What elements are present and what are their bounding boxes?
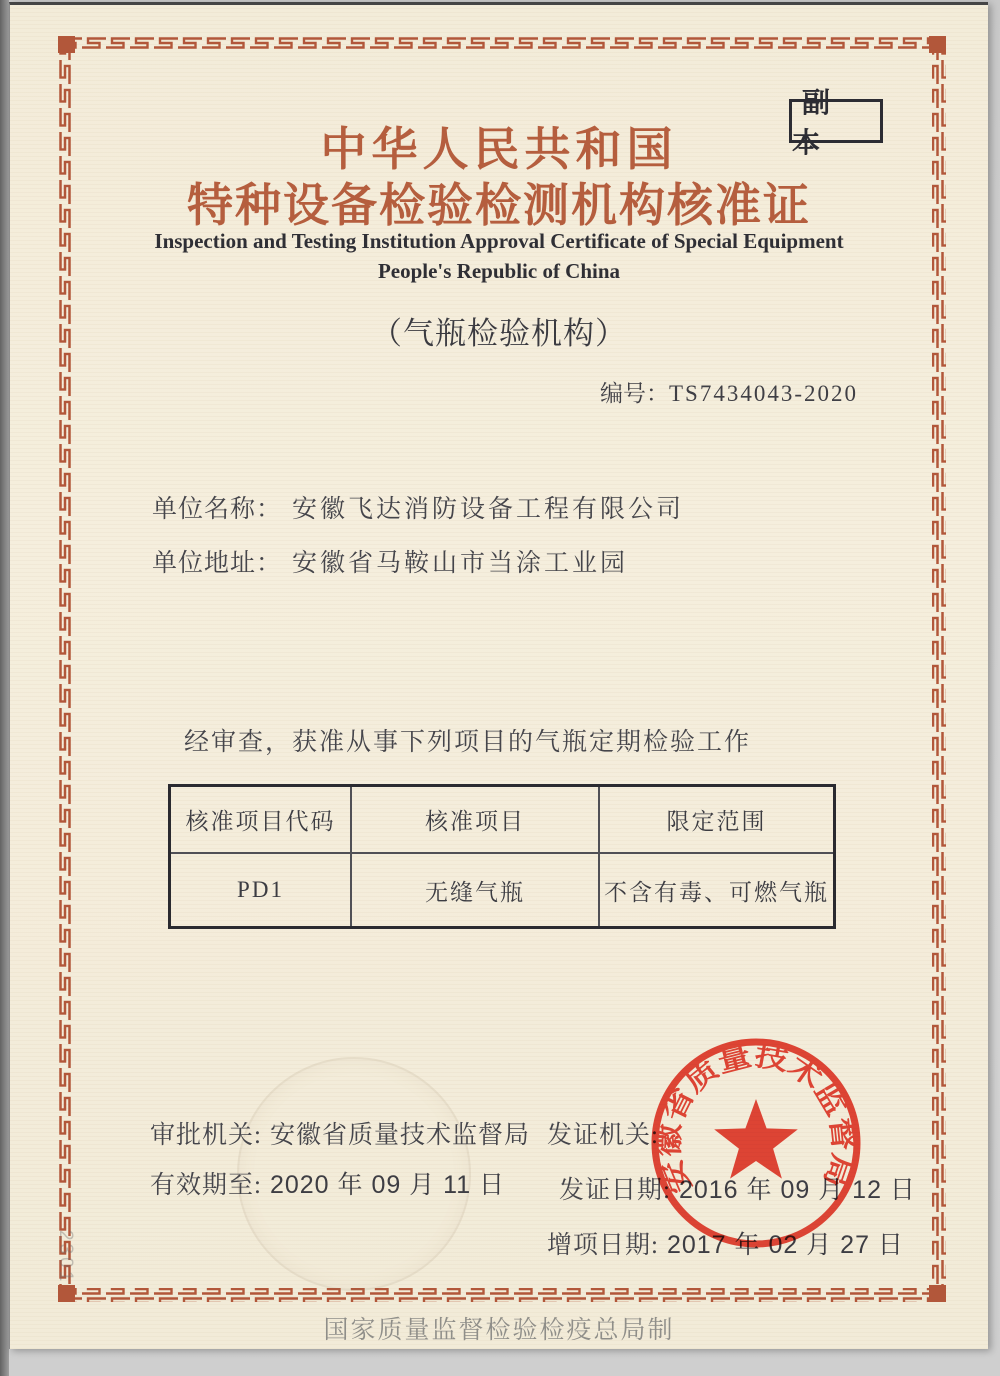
approved-items-table [168, 784, 836, 929]
approval-authority-value: 安徽省质量技术监督局 [269, 1122, 530, 1149]
seal-text: 安徽省质量技术监督局 [654, 1040, 858, 1198]
table-cell-scope: 不含有毒、可燃气瓶 [604, 879, 829, 905]
unit-name-value: 安徽飞达消防设备工程有限公司 [292, 496, 685, 523]
approval-authority-line [150, 1115, 530, 1151]
unit-address-line [152, 543, 628, 579]
valid-until-value: 2020 年 09 月 11 日 [269, 1171, 506, 1199]
unit-address-label: 单位地址： [152, 550, 283, 577]
title-certificate-name: 特种设备检验检测机构核准证 [187, 179, 811, 231]
approval-authority-label: 审批机关: [150, 1122, 262, 1149]
title-english-line2: People's Republic of China [377, 259, 621, 283]
serial-number-line [600, 375, 858, 408]
official-red-seal [640, 1027, 872, 1259]
table-header-code: 核准项目代码 [171, 787, 352, 854]
issue-date-label: 发证日期: [559, 1177, 671, 1204]
issuing-authority-label: 发证机关: [547, 1122, 659, 1149]
serial-number-value: TS7434043-2020 [669, 381, 858, 406]
unit-name-line [152, 489, 684, 525]
scan-edge-shadow [0, 0, 9, 1376]
scan-edge-code: 2301 [55, 1230, 76, 1285]
issue-date-value: 2016 年 09 月 12 日 [678, 1176, 916, 1204]
seal-star-icon [714, 1099, 798, 1179]
title-country: 中华人民共和国 [320, 123, 678, 175]
table-cell-item: 无缝气瓶 [352, 854, 600, 926]
addition-date-label: 增项日期: [547, 1232, 659, 1259]
duplicate-copy-label: 副 本 [792, 88, 841, 159]
unit-address-value: 安徽省马鞍山市当涂工业园 [292, 550, 629, 577]
table-cell-code: PD1 [171, 854, 352, 926]
certificate-paper [9, 2, 988, 1349]
title-english-line1: Inspection and Testing Institution Approval Certificate of Special Equipment [154, 229, 844, 253]
valid-until-label: 有效期至: [150, 1172, 262, 1199]
table-header-scope: 限定范围 [600, 787, 833, 854]
valid-until-line [150, 1165, 505, 1201]
table-header-item: 核准项目 [352, 787, 600, 854]
serial-number-label: 编号： [600, 381, 669, 406]
approval-statement: 经审查，获准从事下列项目的气瓶定期检验工作 [184, 729, 752, 756]
institution-type: （气瓶检验机构） [371, 316, 627, 351]
footer-made-by: 国家质量监督检验检疫总局制 [323, 1317, 675, 1344]
addition-date-value: 2017 年 02 月 27 日 [666, 1231, 904, 1259]
unit-name-label: 单位名称： [152, 496, 283, 523]
